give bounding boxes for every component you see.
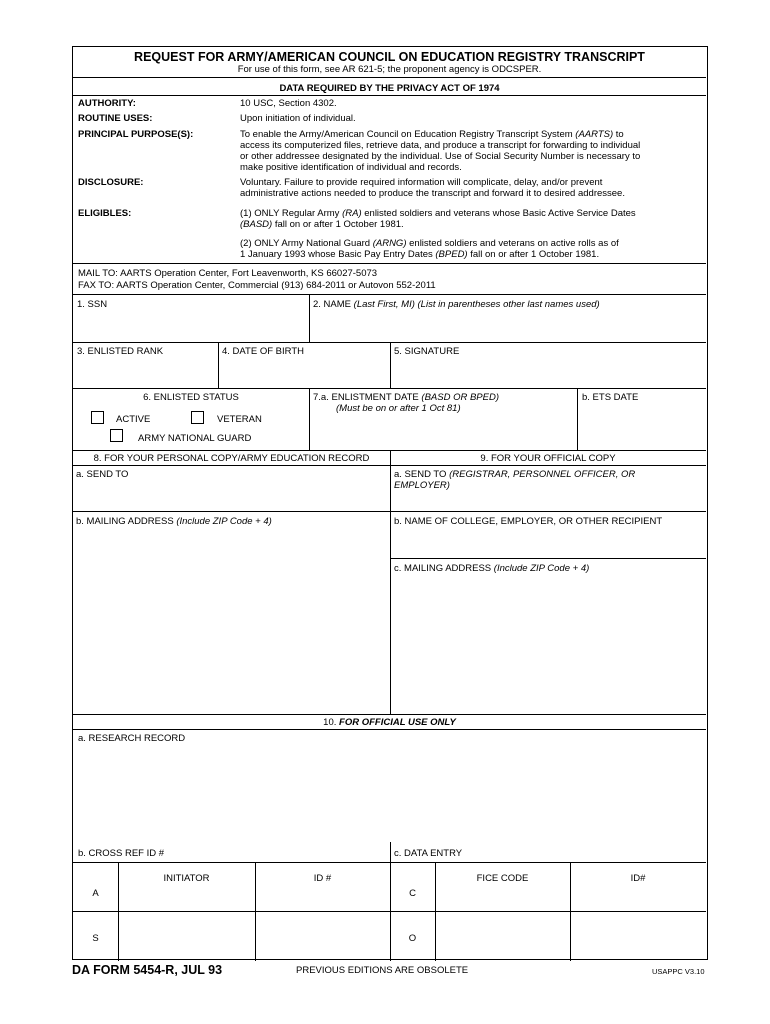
purpose-line-1: To enable the Army/American Council on Education Registry Transcript System (AARTS) to [240,129,624,140]
authority-text: 10 USC, Section 4302. [240,98,337,109]
eligible-2-line-2: 1 January 1993 whose Basic Pay Entry Dates (BPED) fall on or after 1 October 1981. [240,249,600,260]
official-send-to-field[interactable]: a. SEND TO (REGISTRAR, PERSONNEL OFFICER, OR [394,469,636,480]
form-number: DA FORM 5454-R, JUL 93 [72,963,223,977]
active-checkbox[interactable] [91,411,104,424]
disclosure-line-2: administrative actions needed to produce the transcript and forward it to desired addressee. [240,188,625,199]
signature-field[interactable]: 5. SIGNATURE [394,346,460,357]
data-entry-field[interactable]: c. DATA ENTRY [394,848,463,859]
privacy-heading: DATA REQUIRED BY THE PRIVACY ACT OF 1974 [279,83,500,94]
enlistment-date-field[interactable]: 7.a. ENLISTMENT DATE (BASD OR BPED) [313,392,500,403]
id-header: ID # [313,873,332,884]
arng-checkbox[interactable] [110,429,123,442]
disclosure-line-1: Voluntary. Failure to provide required information will complicate, delay, and/or prevent [240,177,603,188]
eligible-2-line-1: (2) ONLY Army National Guard (ARNG) enlisted soldiers and veterans on active rolls as of [240,238,619,249]
arng-label: ARMY NATIONAL GUARD [138,433,252,444]
id-header-2: ID# [630,873,646,884]
row-a-label: A [92,888,99,899]
official-copy-heading: 9. FOR YOUR OFFICIAL COPY [480,453,616,464]
version-note: USAPPC V3.10 [652,967,705,976]
routine-uses-text: Upon initiation of individual. [240,113,356,124]
official-mailing-address-field[interactable]: c. MAILING ADDRESS (Include ZIP Code + 4) [394,563,590,574]
recipient-name-field[interactable]: b. NAME OF COLLEGE, EMPLOYER, OR OTHER RECIPIENT [394,516,663,527]
divider [73,77,706,78]
cross-ref-id-field[interactable]: b. CROSS REF ID # [78,848,165,859]
veteran-checkbox[interactable] [191,411,204,424]
personal-mailing-address-field[interactable]: b. MAILING ADDRESS (Include ZIP Code + 4) [76,516,272,527]
purpose-line-2: access its computerized files, retrieve data, and produce a transcript for forwarding to individual [240,140,641,151]
purpose-line-4: make positive identification of individual and records. [240,162,462,173]
purpose-line-3: or other addressee designated by the individual. Use of Social Security Number is necessary to [240,151,641,162]
initiator-header: INITIATOR [163,873,210,884]
personal-copy-heading: 8. FOR YOUR PERSONAL COPY/ARMY EDUCATION RECORD [93,453,370,464]
routine-uses-label: ROUTINE USES: [78,113,153,124]
active-label: ACTIVE [116,414,151,425]
fax-to: FAX TO: AARTS Operation Center, Commercial (913) 684-2011 or Autovon 552-2011 [78,280,436,291]
eligibles-label: ELIGIBLES: [78,208,132,219]
form-title: REQUEST FOR ARMY/AMERICAN COUNCIL ON EDUCATION REGISTRY TRANSCRIPT [134,50,645,64]
enlistment-date-note: (Must be on or after 1 Oct 81) [336,403,461,414]
veteran-label: VETERAN [217,414,262,425]
ssn-field[interactable]: 1. SSN [77,299,108,310]
official-use-heading: 10. FOR OFFICIAL USE ONLY [323,717,456,728]
eligible-1-line-1: (1) ONLY Regular Army (RA) enlisted soldiers and veterans whose Basic Active Service Dates [240,208,636,219]
row-c-label: C [409,888,416,899]
authority-label: AUTHORITY: [78,98,136,109]
enlisted-status-heading: 6. ENLISTED STATUS [143,392,239,403]
name-field[interactable]: 2. NAME (Last First, MI) (List in parentheses other last names used) [313,299,600,310]
disclosure-label: DISCLOSURE: [78,177,144,188]
official-send-to-note: EMPLOYER) [394,480,450,491]
form-subtitle: For use of this form, see AR 621-5; the proponent agency is ODCSPER. [237,64,542,75]
enlisted-rank-field[interactable]: 3. ENLISTED RANK [77,346,164,357]
obsolete-note: PREVIOUS EDITIONS ARE OBSOLETE [296,965,469,976]
mail-to: MAIL TO: AARTS Operation Center, Fort Leavenworth, KS 66027-5073 [78,268,378,279]
row-o-label: O [408,933,417,944]
fice-code-header: FICE CODE [476,873,529,884]
purpose-label: PRINCIPAL PURPOSE(S): [78,129,194,140]
research-record-field[interactable]: a. RESEARCH RECORD [78,733,186,744]
ets-date-field[interactable]: b. ETS DATE [582,392,639,403]
row-s-label: S [92,933,99,944]
personal-send-to-field[interactable]: a. SEND TO [76,469,129,480]
da-form-5454-r [72,46,708,960]
eligible-1-line-2: (BASD) fall on or after 1 October 1981. [240,219,404,230]
date-of-birth-field[interactable]: 4. DATE OF BIRTH [222,346,304,357]
